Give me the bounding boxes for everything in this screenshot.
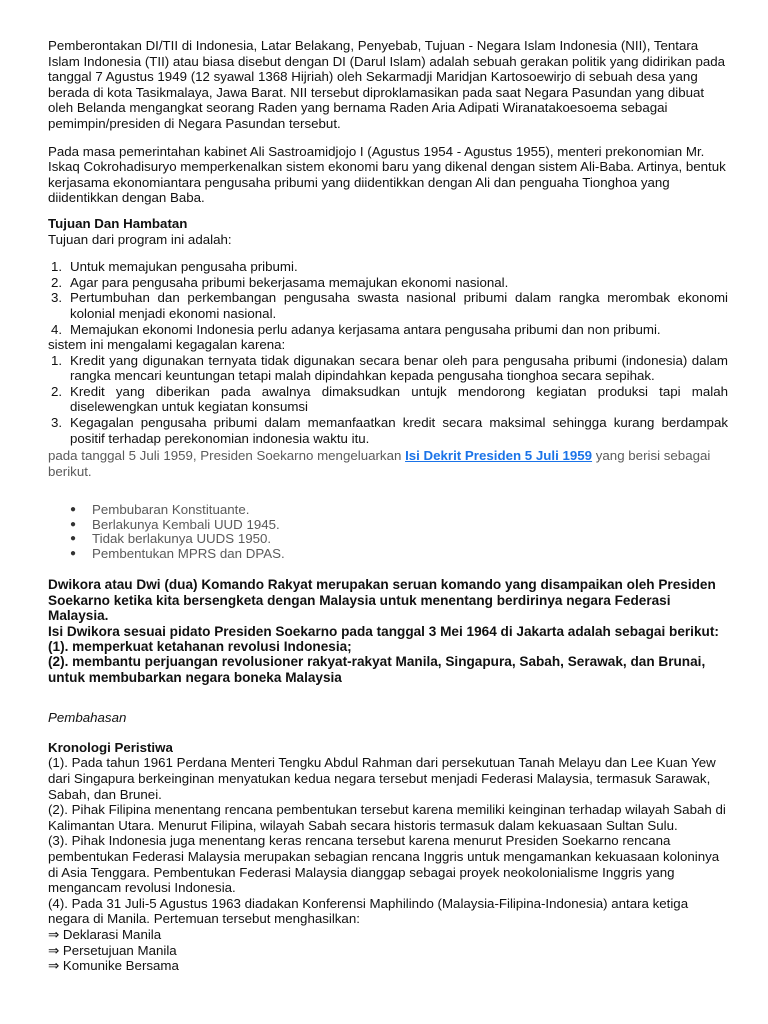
dekrit-paragraph: pada tanggal 5 Juli 1959, Presiden Soekarno mengeluarkan Isi Dekrit Presiden 5 Juli 1959 yang berisi sebagai berikut. [48,448,711,479]
paragraph-di-tii: Pemberontakan DI/TII di Indonesia, Latar Belakang, Penyebab, Tujuan - Negara Islam Indonesia (NII), Tentara Islam Indonesia (TII) atau biasa disebut dengan DI (Darul Islam) adalah sebuah gerakan politik yang didirikan pada tanggal 7 Agustus 1949 (12 syawal 1368 Hijriah) oleh Sekarmadji Maridjan Kartosoewirjo di sebuah desa yang berada di kota Tasikmalaya, Jawa Barat. NII tersebut diproklamasikan pada saat Negara Pasundan yang dibuat oleh Belanda mengangkat seorang Raden yang bernama Raden Aria Adipati Wiranatakoesoema sebagai pemimpin/presiden di Negara Pasundan tersebut. [48,38,726,131]
arrow-icon: ⇒ [48,927,60,942]
tujuan-intro: Tujuan dari program ini adalah: [48,231,232,247]
list-item: 1. Kredit yang digunakan ternyata tidak digunakan secara benar oleh para pengusaha pribumi (indonesia) dalam rangka mencari keuntungan tetapi malah dipindahkan kepada pengusaha tionghoa secara sepihak. [51,352,728,384]
pembahasan-label: Pembahasan [48,710,127,726]
kronologi-paragraph: (3). Pihak Indonesia juga menentang keras rencana tersebut karena menurut Presiden Soekarno rencana pembentukan Federasi Malaysia merupakan sebagian rencana Inggris untuk mengamankan kekuasaan koloninya di Asia Tenggara. Pembentukan Federasi Malaysia dianggap sebagai proyek neokolonialisme Inggris yang mengancam revolusi Indonesia. [48,833,720,896]
paragraph-ali-baba: Pada masa pemerintahan kabinet Ali Sastroamidjojo I (Agustus 1954 - Agustus 1955), menteri prekonomian Mr. Iskaq Cokrohadisuryo memperkenalkan sistem ekonomi baru yang dikenal dengan sistem Ali-Baba. Artinya, bentuk kerjasama ekonomiantara pengusaha pribumi yang diidentikkan dengan Ali dan penguaha Tionghoa yang diidentikkan dengan Baba. [48,143,726,206]
heading-tujuan: Tujuan Dan Hambatan [48,215,188,231]
dekrit-bullet-list [48,503,728,561]
bullet-icon: ● [70,533,77,545]
dekrit-link[interactable]: Isi Dekrit Presiden 5 Juli 1959 [405,448,593,464]
tujuan-list [48,259,728,337]
dwikora-block [48,577,728,685]
result-item: ⇒ Komunike Bersama [48,958,179,974]
list-item: ● Tidak berlakunya UUDS 1950. [70,531,272,547]
kronologi-paragraph: (1). Pada tahun 1961 Perdana Menteri Tengku Abdul Rahman dari persekutuan Tanah Melayu dan Lee Kuan Yew dari Singapura berkeinginan menyatukan kedua negara tersebut menjadi Federasi Malaysia, termasuk Sarawak, Sabah, dan Brunei. [48,755,716,802]
list-item: 1. Untuk memajukan pengusaha pribumi. [51,259,298,275]
kronologi-paragraph: (2). Pihak Filipina menentang rencana pembentukan tersebut karena memiliki keinginan terhadap wilayah Sabah di Kalimantan Utara. Menurut Filipina, wilayah Sabah secara historis termasuk dalam kekuasaan Sultan Sulu. [48,802,726,833]
document-page [48,38,728,974]
dwikora-intro: Isi Dwikora sesuai pidato Presiden Soekarno pada tanggal 3 Mei 1964 di Jakarta adalah sebagai berikut: [48,623,719,639]
result-item: ⇒ Deklarasi Manila [48,927,162,942]
kronologi-heading: Kronologi Peristiwa [48,739,173,755]
arrow-icon: ⇒ [48,942,60,958]
list-item: 2. Kredit yang diberikan pada awalnya dimaksudkan untujk mendorong kegiatan produksi tapi malah diselewengkan untuk kegiatan konsumsi [51,383,728,415]
list-item: 3. Kegagalan pengusaha pribumi dalam memanfaatkan kredit secara maksimal sehingga kurang berdampak positif terhadap perekonomian indonesia waktu itu. [51,415,728,446]
dwikora-point-1: (1). memperkuat ketahanan revolusi Indonesia; [48,639,352,655]
kendala-list [48,353,728,447]
kronologi-paragraph: (4). Pada 31 Juli-5 Agustus 1963 diadakan Konferensi Maphilindo (Malaysia-Filipina-Indonesia) antara ketiga negara di Manila. Pertemuan tersebut menghasilkan: [48,895,689,927]
dwikora-definition: Dwikora atau Dwi (dua) Komando Rakyat merupakan seruan komando yang disampaikan oleh Presiden Soekarno ketika kita bersengketa dengan Malaysia untuk menentang berdirinya negara Federasi Malaysia. [48,577,716,624]
list-item: 3. Pertumbuhan dan perkembangan pengusaha swasta nasional pribumi dalam rangka merombak ekonomi kolonial menjadi ekonomi nasional. [51,290,728,321]
bullet-icon: ● [70,547,77,559]
list-item: ● Pembentukan MPRS dan DPAS. [70,545,285,561]
list-item: ● Pembubaran Konstituante. [70,502,250,518]
result-item: ⇒ Persetujuan Manila [48,942,177,958]
bullet-icon: ● [70,518,77,530]
dwikora-point-2: (2). membantu perjuangan revolusioner rakyat-rakyat Manila, Singapura, Sabah, Serawak, dan Brunai, untuk membubarkan negara boneka Malaysia [48,654,706,685]
list-item: ● Berlakunya Kembali UUD 1945. [70,516,280,532]
bullet-icon: ● [70,504,77,516]
list-item: 2. Agar para pengusaha pribumi bekerjasama memajukan ekonomi nasional. [51,274,509,290]
list-item: 4. Memajukan ekonomi Indonesia perlu adanya kerjasama antara pengusaha pribumi dan non pribumi. [51,321,661,337]
arrow-icon: ⇒ [48,958,60,974]
kendala-intro: sistem ini mengalami kegagalan karena: [48,337,286,353]
